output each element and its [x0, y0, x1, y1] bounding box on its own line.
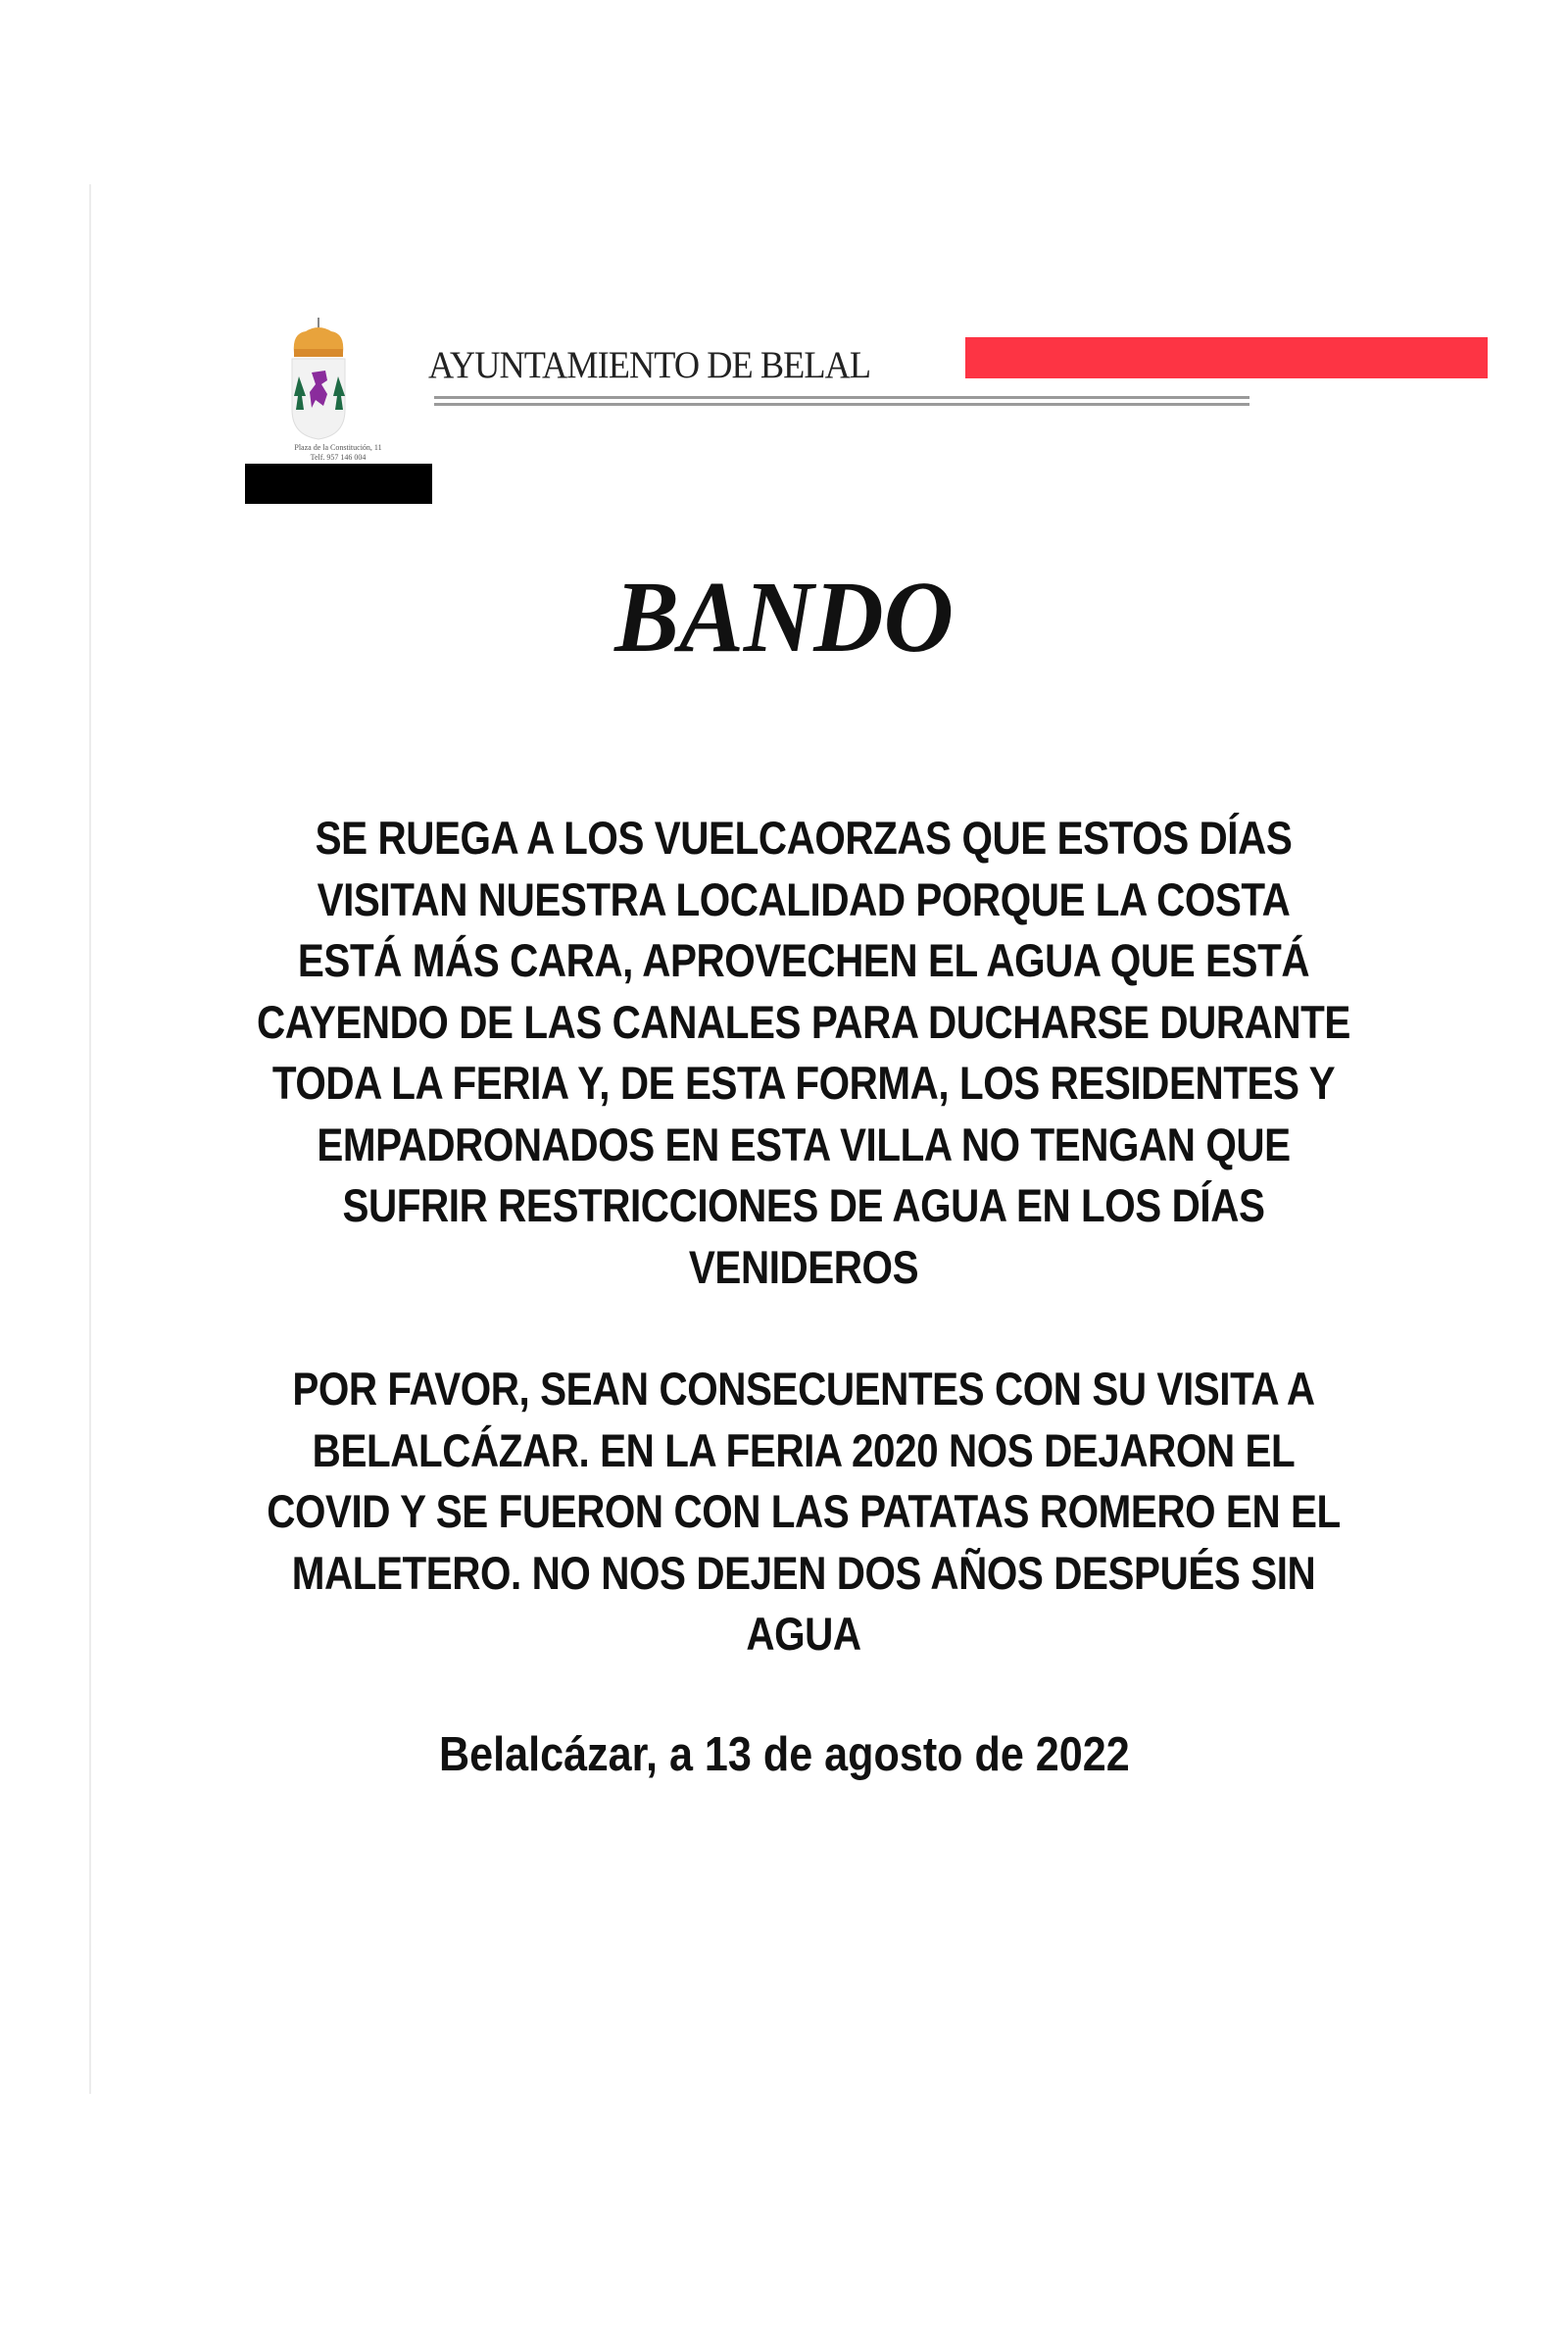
paragraph-line: SUFRIR RESTRICCIONES DE AGUA EN LOS DÍAS: [342, 1179, 1265, 1231]
address-block: [250, 443, 426, 463]
paragraph-line: SE RUEGA A LOS VUELCAORZAS QUE ESTOS DÍAS: [315, 812, 1293, 864]
letterhead-rule-bottom: [434, 403, 1250, 406]
address-phone: Telf. 957 146 004: [310, 453, 367, 462]
paragraph-1: [98, 808, 1509, 1298]
paragraph-line: MALETERO. NO NOS DEJEN DOS AÑOS DESPUÉS SIN: [291, 1546, 1316, 1599]
paragraph-line: VENIDEROS: [688, 1240, 919, 1293]
redaction-box-website: [245, 464, 432, 504]
paragraph-line: TODA LA FERIA Y, DE ESTA FORMA, LOS RESIDENTES Y: [271, 1057, 1336, 1109]
date-line-container: [0, 1727, 1568, 1782]
paragraph-line: COVID Y SE FUERON CON LAS PATATAS ROMERO EN EL: [267, 1485, 1341, 1537]
paragraph-line: EMPADRONADOS EN ESTA VILLA NO TENGAN QUE: [317, 1118, 1291, 1170]
redaction-box-town-name: [965, 337, 1488, 378]
coat-of-arms-icon: [286, 316, 351, 443]
paragraph-line: CAYENDO DE LAS CANALES PARA DUCHARSE DURANTE: [257, 995, 1350, 1048]
paragraph-2: [98, 1359, 1509, 1665]
date-line: Belalcázar, a 13 de agosto de 2022: [438, 1728, 1130, 1781]
document-heading: BANDO: [614, 561, 954, 673]
paragraph-line: POR FAVOR, SEAN CONSECUENTES CON SU VISITA A: [292, 1363, 1315, 1415]
paragraph-line: AGUA: [746, 1608, 861, 1660]
paragraph-line: BELALCÁZAR. EN LA FERIA 2020 NOS DEJARON EL: [312, 1423, 1296, 1476]
letterhead-rule-top: [434, 396, 1250, 399]
letterhead-title: AYUNTAMIENTO DE BELAL: [428, 344, 871, 386]
page-margin-line: [89, 184, 91, 2094]
paragraph-line: VISITAN NUESTRA LOCALIDAD PORQUE LA COSTA: [317, 872, 1291, 925]
paragraph-line: ESTÁ MÁS CARA, APROVECHEN EL AGUA QUE ESTÁ: [297, 934, 1310, 986]
address-street: Plaza de la Constitución, 11: [294, 443, 382, 452]
